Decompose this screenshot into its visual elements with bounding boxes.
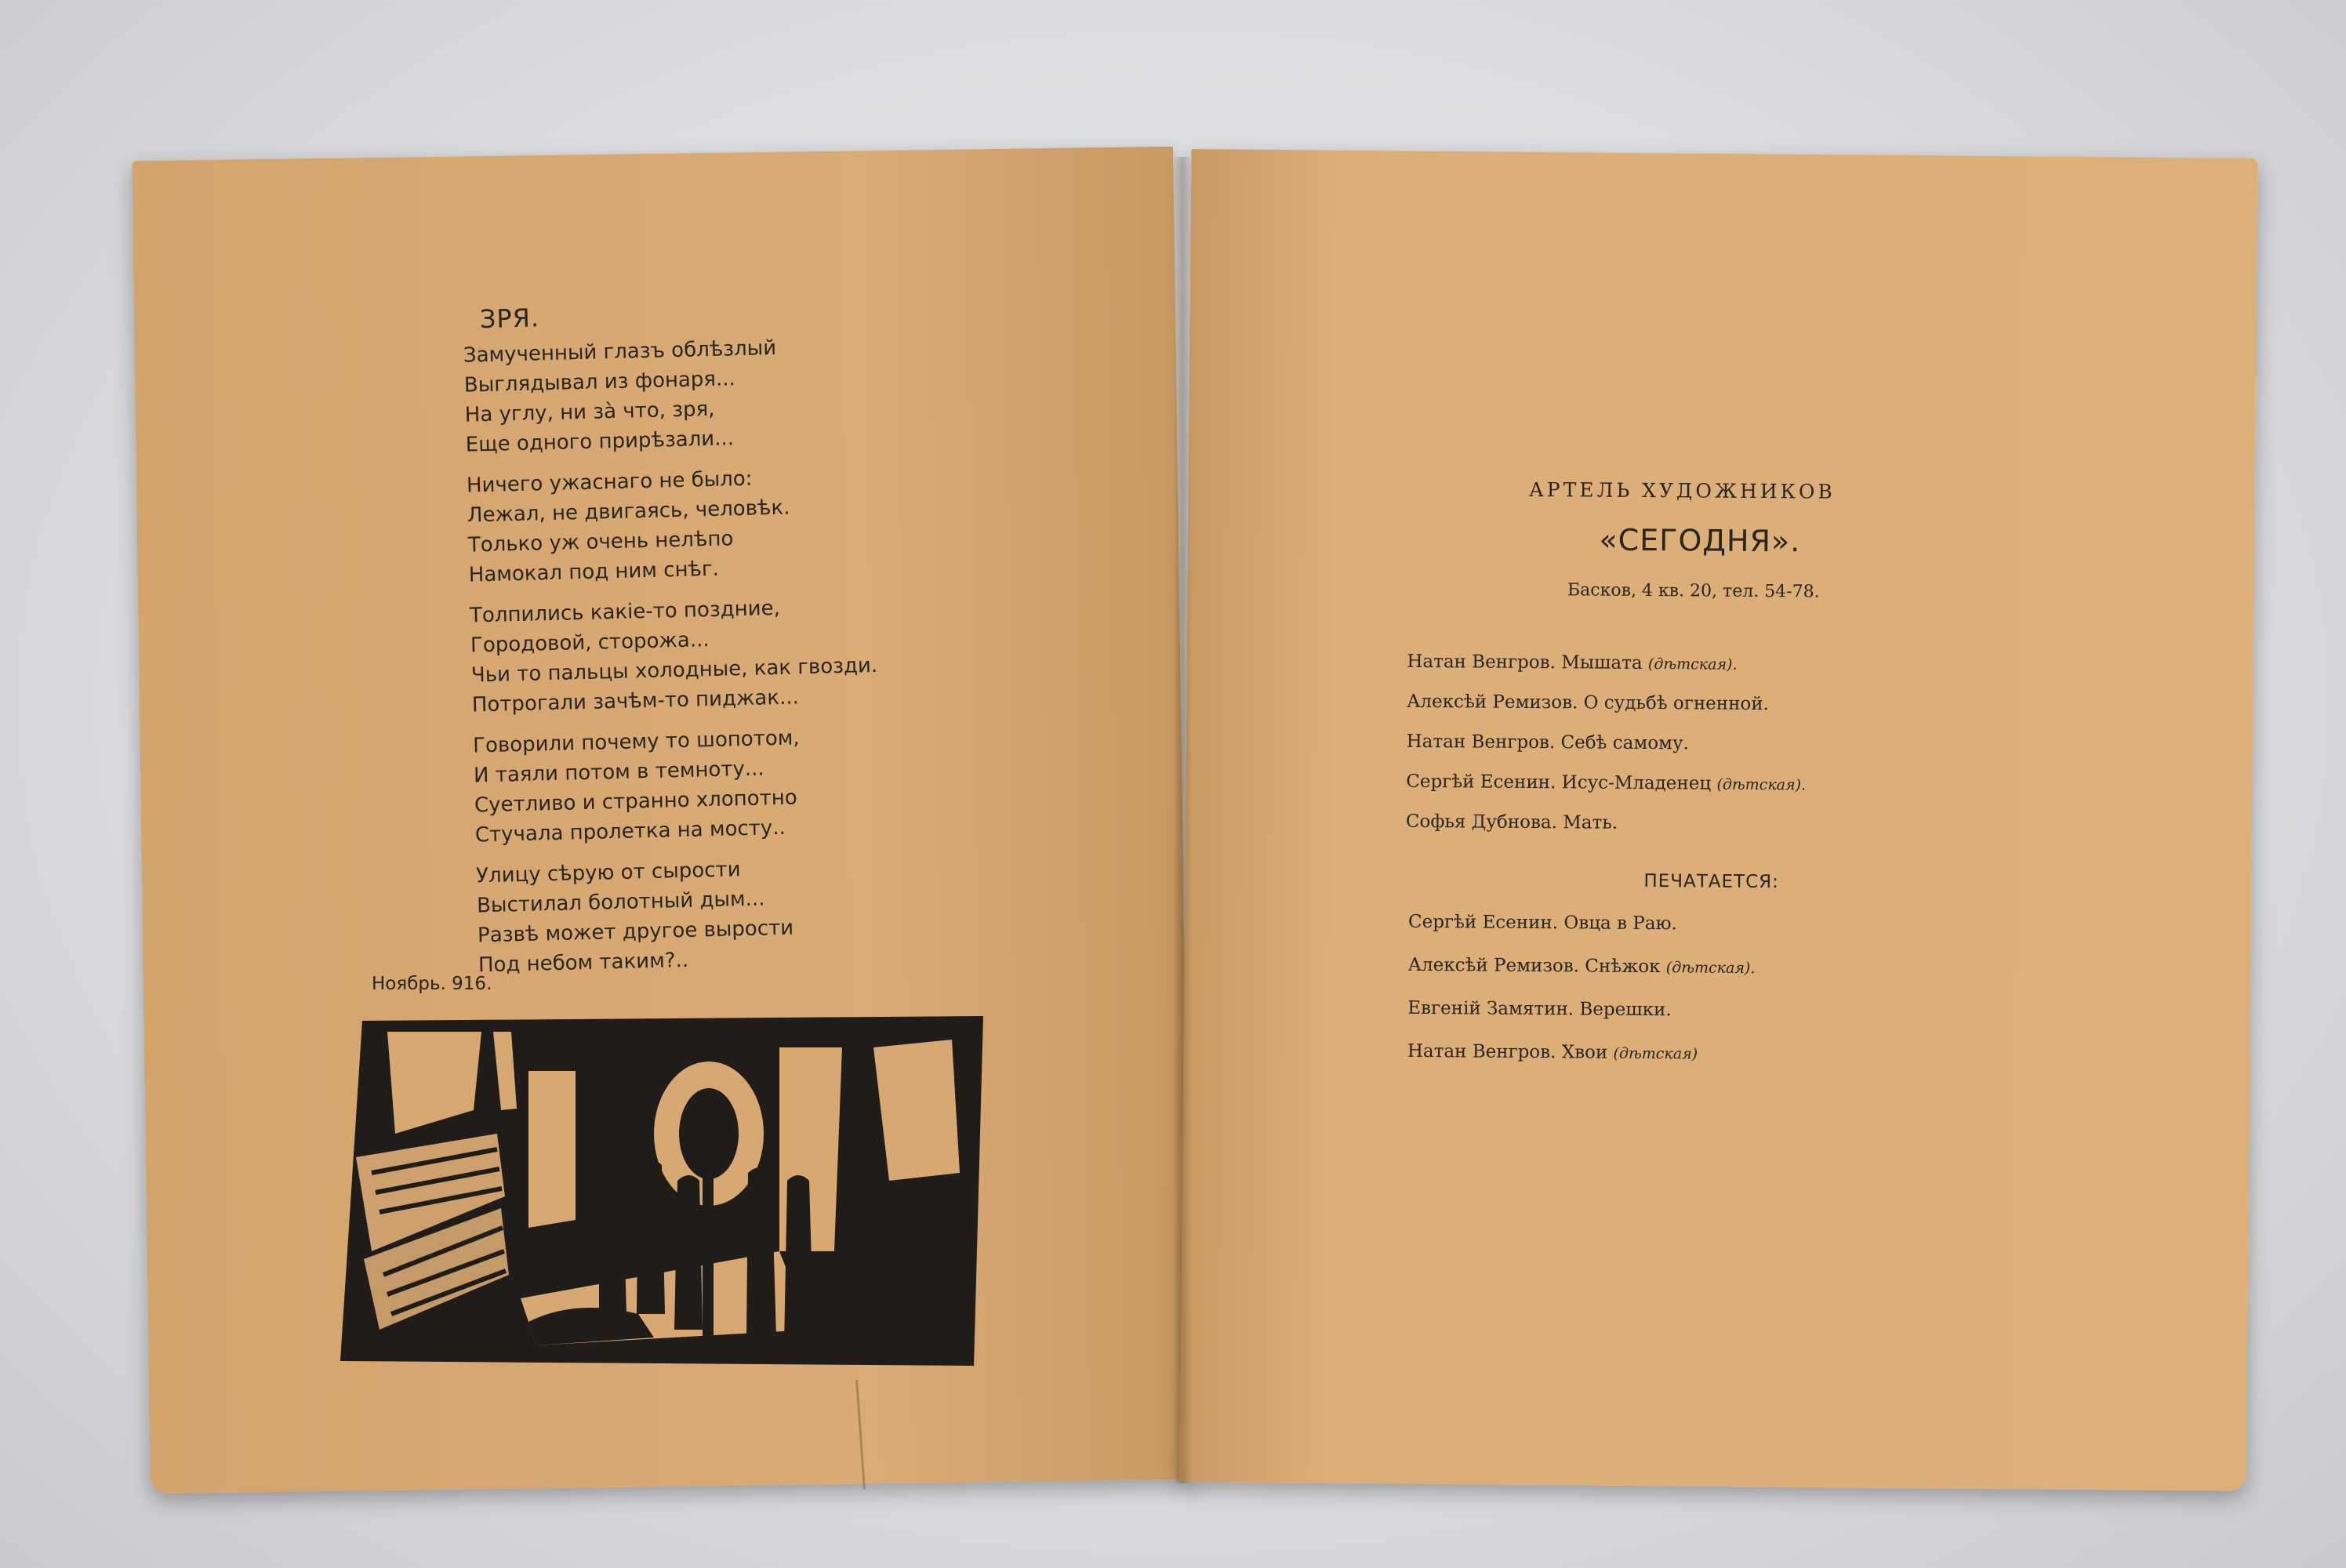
poem-stanza-1 [463,328,1015,460]
list-item: Алексѣй Ремизов. Снѣжок (дѣтская). [1407,954,1756,978]
list-item: Софья Дубнова. Мать. [1405,811,1618,833]
list-item: Евгенiй Замятин. Верешки. [1407,997,1672,1021]
poem-line: Толпились какiе-то поздние, [469,596,781,628]
poem-date: Ноябрь. 916. [372,974,492,994]
poem-line: Еще одного прирѣзали... [465,426,735,457]
poem-stanza-4 [473,717,1025,850]
artel-address: Басков, 4 кв. 20, тел. 54-78. [1567,580,1820,602]
artel-name: «СЕГОДНЯ». [1599,522,1801,559]
list-item: Сергѣй Есенин. Овца в Раю. [1407,911,1677,935]
list-item: Алексѣй Ремизов. О судьбѣ огненной. [1406,691,1770,715]
poem-line: Выглядывал из фонаря... [463,367,736,397]
poem-stanza-2 [467,458,1019,590]
poem-line: Намокал под ним снѣг. [468,557,720,587]
poem-line: Замученный глазъ облѣзлый [463,336,777,368]
poem-stanza-5 [476,848,1028,980]
list-item: Сергѣй Есенин. Исус-Младенец (дѣтская). [1406,771,1807,794]
poem-line: И таяли потом в темноту... [473,757,764,788]
poem [462,292,1027,992]
poem-line: Выстилал болотный дым... [476,887,765,918]
list-item: Натан Венгров. Мышата (дѣтская). [1407,651,1738,673]
poem-stanza-3 [470,587,1022,720]
published-list [1406,652,1807,855]
list-item: Натан Венгров. Себѣ самому. [1406,731,1689,754]
poem-line: Только уж очень нелѣпо [467,527,734,557]
poem-line: Стучала пролетка на мосту.. [474,815,786,848]
printing-list [1407,912,1756,1087]
list-item: Натан Венгров. Хвои (дѣтская) [1407,1040,1698,1063]
printing-heading: ПЕЧАТАЕТСЯ: [1643,871,1779,893]
book-spine [1173,157,1192,1483]
poem-line: Лежал, не двигаясь, человѣк. [467,495,790,528]
poem-line: Потрогали зачѣм-то пиджак... [471,685,800,717]
woodcut-illustration [340,1016,983,1366]
poem-line: Развѣ может другое вырости [477,916,794,948]
artel-heading: АРТЕЛЬ ХУДОЖНИКОВ [1528,477,1836,503]
poem-line: Городовой, сторожа... [470,628,710,658]
poem-line: Суетливо и странно хлопотно [474,786,798,818]
poem-line: Чьи то пальцы холодные, как гвозди. [470,653,878,688]
poem-line: Говорили почему то шопотом, [472,726,800,758]
poem-line: На углу, ни зà что, зря, [464,397,715,427]
poem-line: Ничего ужаснаго не было: [466,466,753,498]
poem-line: Улицу сѣрую от сырости [475,858,741,888]
poem-line: Под небом таким?.. [478,948,689,978]
poem-title: ЗРЯ. [479,303,540,335]
